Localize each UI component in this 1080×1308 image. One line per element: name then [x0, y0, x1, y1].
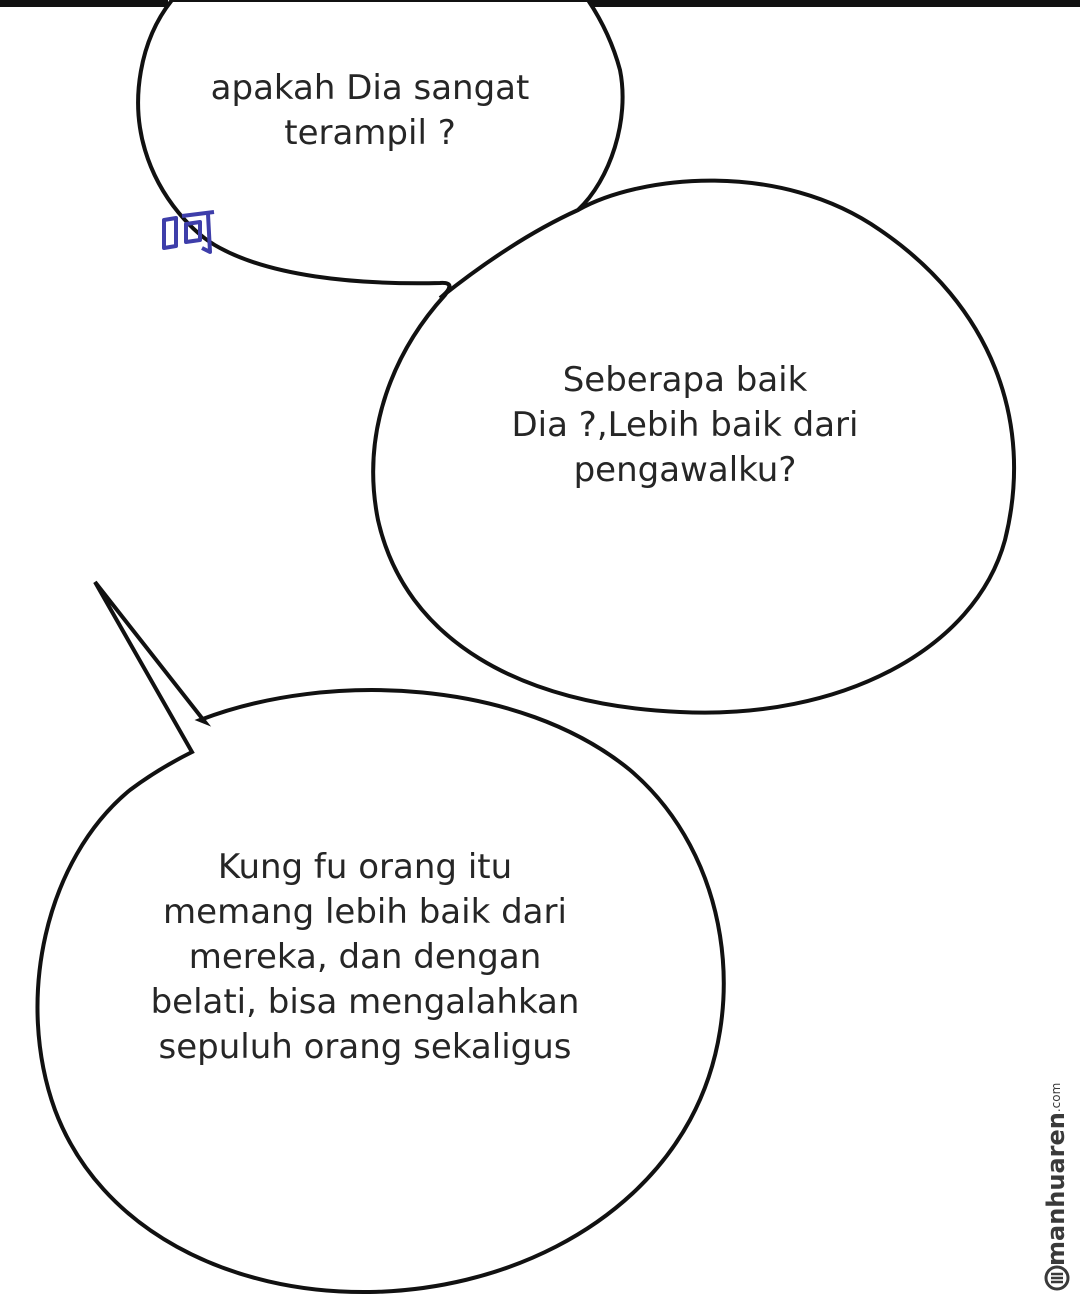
bubble-bottom-text — [120, 845, 610, 1070]
bubble-middle-text — [480, 358, 890, 493]
sound-effect-glyph-icon — [158, 206, 218, 256]
watermark-suffix: .com — [1049, 1082, 1063, 1113]
bubble-bottom-line-2: memang lebih baik dari — [163, 892, 567, 932]
bubble-top-text — [170, 66, 570, 156]
watermark — [1038, 1078, 1074, 1298]
bubble-top-line-2: terampil ? — [284, 113, 456, 153]
bubble-bottom-line-4: belati, bisa mengalahkan — [150, 982, 580, 1022]
bubble-middle-line-1: Seberapa baik — [562, 360, 808, 400]
bubble-top-line-1: apakah Dia sangat — [210, 68, 530, 108]
watermark-text — [1038, 1078, 1074, 1266]
watermark-name: manhuaren — [1042, 1112, 1070, 1266]
bubble-middle-line-3: pengawalku? — [573, 450, 797, 490]
bubble-bottom-line-5: sepuluh orang sekaligus — [158, 1027, 572, 1067]
bubble-bottom-line-3: mereka, dan dengan — [188, 937, 542, 977]
manhuaren-logo-icon — [1044, 1264, 1070, 1292]
bubble-bottom-line-1: Kung fu orang itu — [217, 847, 513, 887]
bubble-middle-line-2: Dia ?,Lebih baik dari — [511, 405, 859, 445]
